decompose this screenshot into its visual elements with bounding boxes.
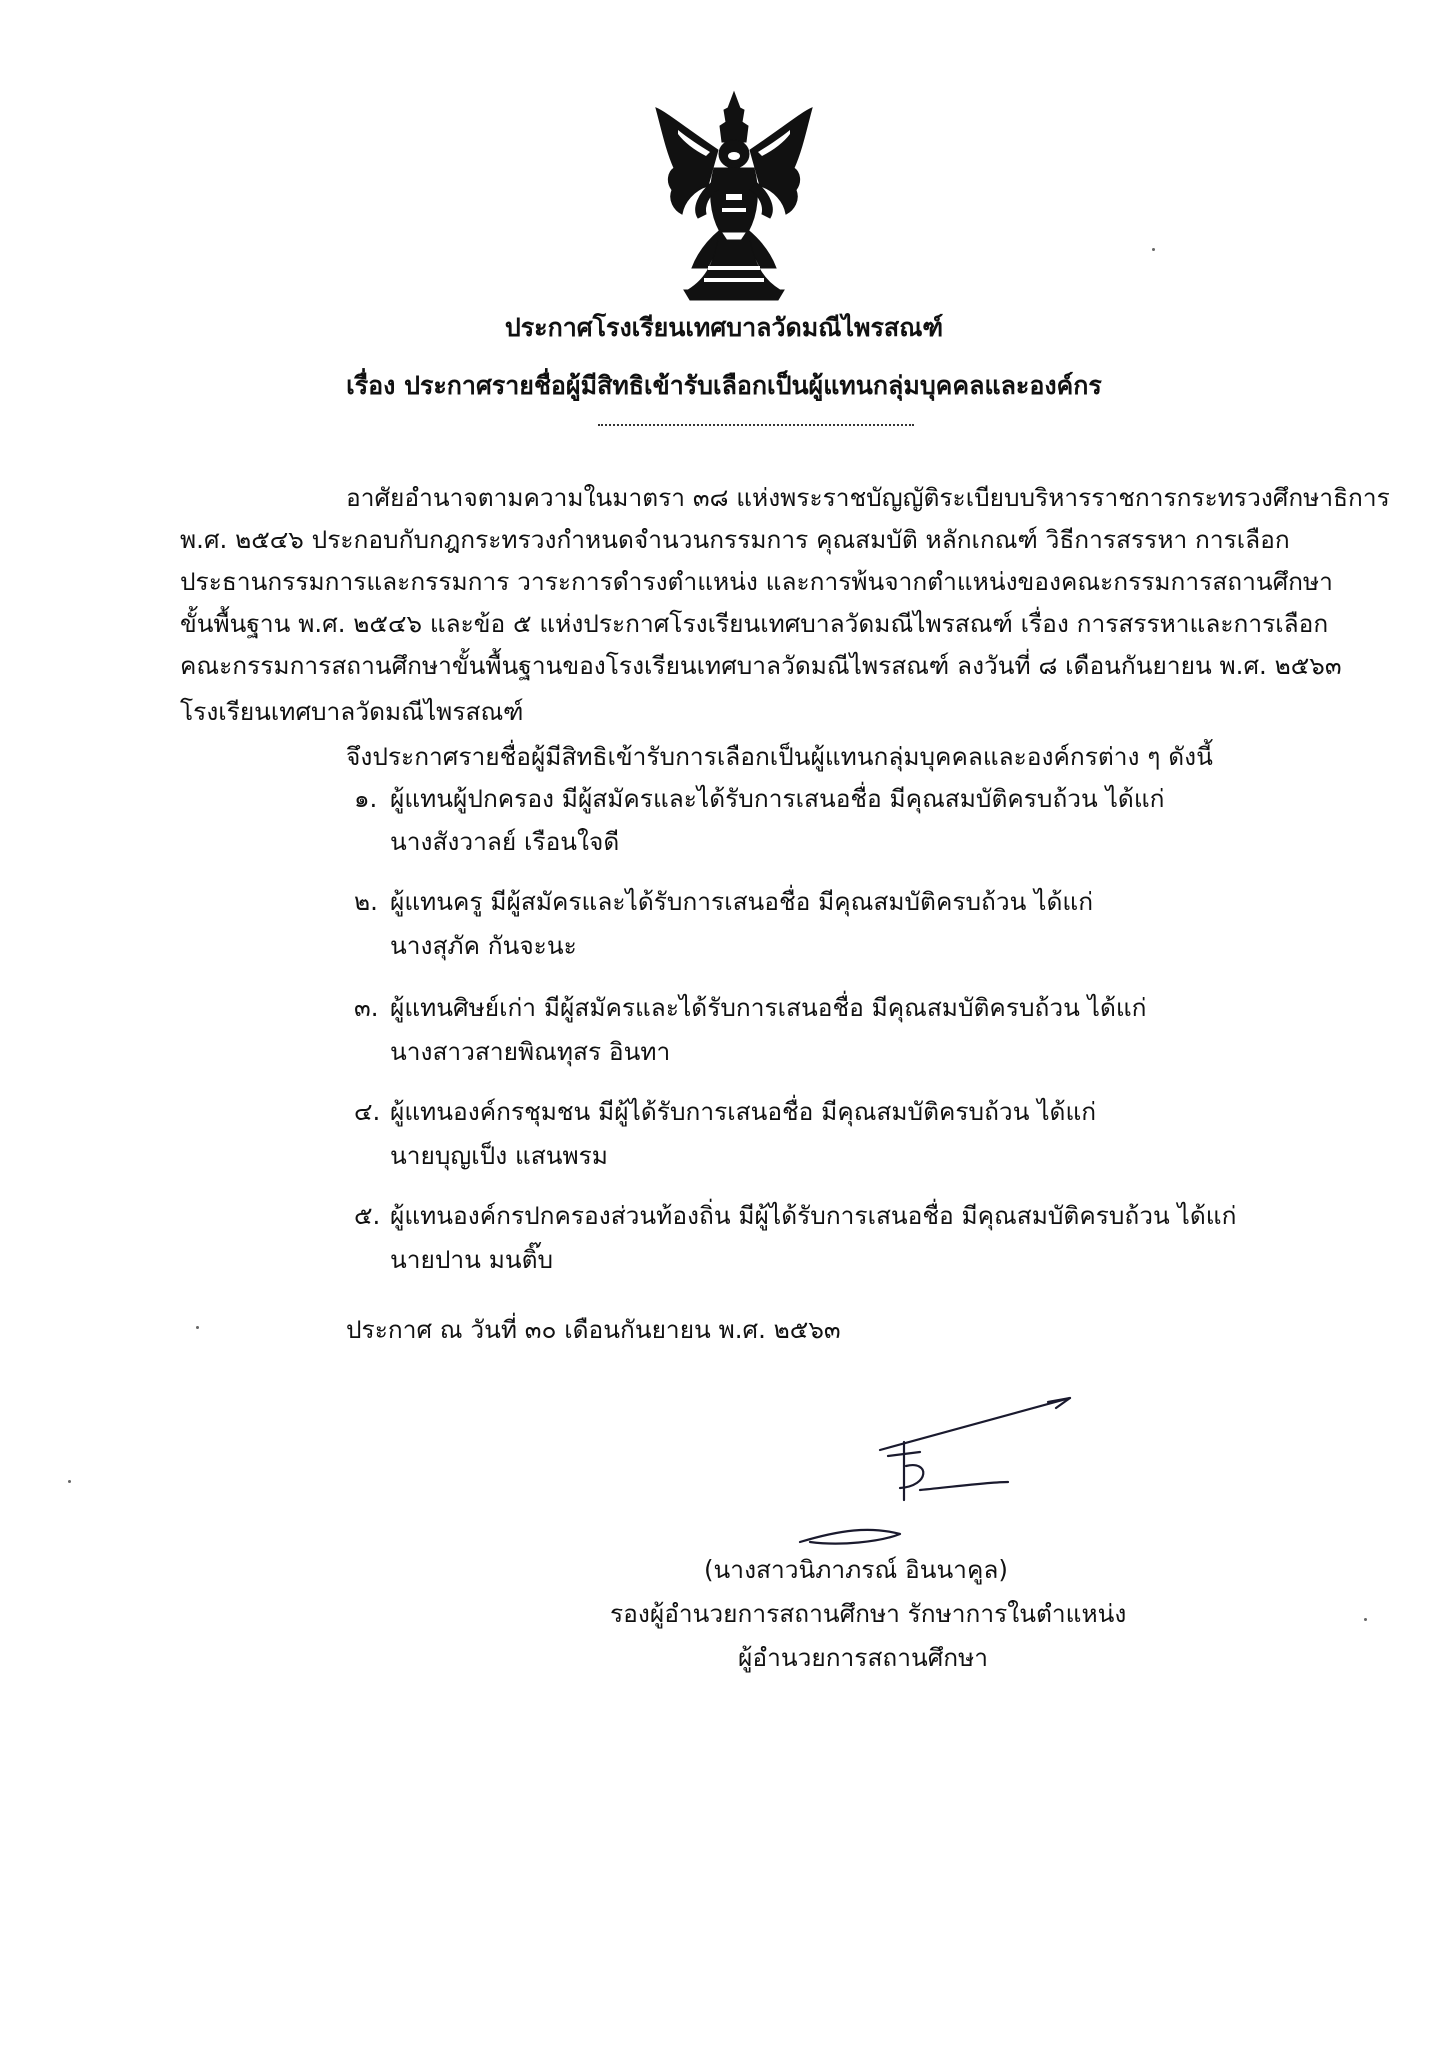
garuda-emblem — [648, 90, 820, 302]
document-subject: เรื่อง ประกาศรายชื่อผู้มีสิทธิเข้ารับเลือกเป็นผู้แทนกลุ่มบุคคลและองค์กร — [346, 371, 1102, 400]
signatory-position: รองผู้อำนวยการสถานศึกษา รักษาการในตำแหน่ง — [610, 1599, 1127, 1628]
paragraph-line: ขั้นพื้นฐาน พ.ศ. ๒๕๔๖ และข้อ ๕ แห่งประกาศโรงเรียนเทศบาลวัดมณีไพรสณฑ์ เรื่อง การสรรหาและการเลือก — [180, 609, 1329, 638]
list-item-number: ๔. — [354, 1097, 381, 1126]
list-item-text: ผู้แทนองค์กรชุมชน มีผู้ได้รับการเสนอชื่อ มีคุณสมบัติครบถ้วน ได้แก่ — [390, 1097, 1097, 1126]
scan-speck — [196, 1326, 199, 1329]
list-item-text: ผู้แทนองค์กรปกครองส่วนท้องถิ่น มีผู้ได้รับการเสนอชื่อ มีคุณสมบัติครบถ้วน ได้แก่ — [390, 1201, 1237, 1230]
paragraph-line: พ.ศ. ๒๕๔๖ ประกอบกับกฎกระทรวงกำหนดจำนวนกรรมการ คุณสมบัติ หลักเกณฑ์ วิธีการสรรหา การเลือก — [180, 525, 1290, 554]
list-item-name: นายปาน มนติ๊บ — [390, 1245, 554, 1274]
list-item-number: ๕. — [354, 1201, 381, 1230]
signature-scribble — [780, 1390, 1080, 1550]
paragraph-line: ประธานกรรมการและกรรมการ วาระการดำรงตำแหน่ง และการพ้นจากตำแหน่งของคณะกรรมการสถานศึกษา — [180, 567, 1333, 596]
announce-date: ประกาศ ณ วันที่ ๓๐ เดือนกันยายน พ.ศ. ๒๕๖๓ — [346, 1315, 841, 1344]
list-item-name: นางสุภัค กันจะนะ — [390, 931, 577, 960]
list-item-name: นางสังวาลย์ เรือนใจดี — [390, 827, 620, 856]
header-divider — [598, 424, 914, 426]
list-item-name: นายบุญเป็ง แสนพรม — [390, 1141, 608, 1170]
list-item-number: ๑. — [354, 784, 378, 813]
scan-speck — [1152, 248, 1155, 251]
paragraph-line: อาศัยอำนาจตามความในมาตรา ๓๘ แห่งพระราชบัญญัติระเบียบบริหารราชการกระทรวงศึกษาธิการ — [346, 483, 1390, 512]
list-item-text: ผู้แทนผู้ปกครอง มีผู้สมัครและได้รับการเสนอชื่อ มีคุณสมบัติครบถ้วน ได้แก่ — [390, 784, 1165, 813]
list-item-name: นางสาวสายพิณทุสร อินทา — [390, 1037, 671, 1066]
list-item-text: ผู้แทนครู มีผู้สมัครและได้รับการเสนอชื่อ มีคุณสมบัติครบถ้วน ได้แก่ — [390, 887, 1094, 916]
document-title: ประกาศโรงเรียนเทศบาลวัดมณีไพรสณฑ์ — [504, 313, 944, 342]
signatory-position: ผู้อำนวยการสถานศึกษา — [738, 1643, 989, 1672]
scan-speck — [1364, 1618, 1367, 1621]
paragraph-line: โรงเรียนเทศบาลวัดมณีไพรสณฑ์ — [180, 697, 524, 726]
list-item-number: ๒. — [354, 887, 378, 916]
list-item-text: ผู้แทนศิษย์เก่า มีผู้สมัครและได้รับการเสนอชื่อ มีคุณสมบัติครบถ้วน ได้แก่ — [390, 993, 1147, 1022]
scan-speck — [68, 1480, 71, 1483]
list-item-number: ๓. — [354, 993, 379, 1022]
signatory-name: (นางสาวนิภาภรณ์ อินนาคูล) — [704, 1555, 1008, 1584]
paragraph-line: คณะกรรมการสถานศึกษาขั้นพื้นฐานของโรงเรียนเทศบาลวัดมณีไพรสณฑ์ ลงวันที่ ๘ เดือนกันยายน พ.ศ. ๒๕๖๓ — [180, 651, 1342, 680]
intro-text: จึงประกาศรายชื่อผู้มีสิทธิเข้ารับการเลือกเป็นผู้แทนกลุ่มบุคคลและองค์กรต่าง ๆ ดังนี้ — [346, 742, 1213, 771]
